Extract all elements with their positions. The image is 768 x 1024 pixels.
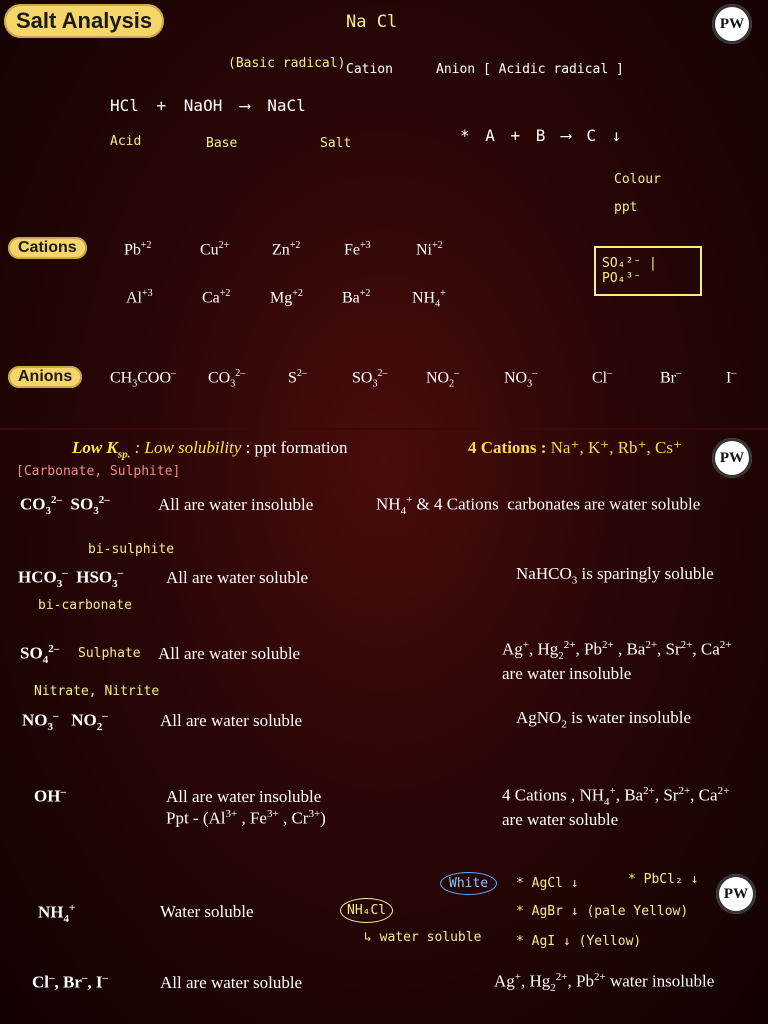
low-ksp-line: Low $K_{sp.}$ : Low solubility : ppt formation xyxy=(72,438,348,461)
anion-sulphide: $S^{2-}$ xyxy=(288,368,307,387)
row-ions-sulphate: $SO_4^{2-}$ xyxy=(20,643,60,667)
four-cations-line: 4 Cations : Na⁺, K⁺, Rb⁺, Cs⁺ xyxy=(468,438,682,457)
hw-white: White xyxy=(440,872,497,895)
cation-zn: $Zn^{+2}$ xyxy=(272,240,301,259)
row-note: 4 Cations , $NH_4^+$, $Ba^{2+}$, $Sr^{2+}$, $Ca^{2+}$ are water soluble xyxy=(502,785,730,830)
cation-ba: $Ba^{+2}$ xyxy=(342,288,371,307)
cation-ca: $Ca^{+2}$ xyxy=(202,288,231,307)
row-note: $NH_4^+$ & 4 Cations carbonates are water soluble xyxy=(376,494,701,518)
anion-nitrate: $NO_3^-$ xyxy=(504,368,538,390)
anion-acetate: $CH_3COO^-$ xyxy=(110,368,177,390)
row-ions-nitrate: $NO_3^-$ $NO_2^-$ xyxy=(22,710,108,734)
cation-fe: $Fe^{+3}$ xyxy=(344,240,371,259)
section-divider xyxy=(0,428,768,430)
hw-water-soluble: ↳ water soluble xyxy=(364,930,482,945)
page-title: Salt Analysis xyxy=(4,4,164,38)
row-ions-hydroxide: OH– xyxy=(34,786,66,806)
row-rule: All are water insoluble xyxy=(166,787,322,806)
cation-ni: $Ni^{+2}$ xyxy=(416,240,443,259)
pw-logo-icon: PW xyxy=(716,874,756,914)
row-rule: All are water soluble xyxy=(160,711,303,730)
hw-pbcl2: * PbCl₂ ↓ xyxy=(628,872,699,887)
row-note: Ag+, $Hg_2^{2+}$, $Pb^{2+}$ water insoluble xyxy=(494,971,715,995)
hw-bicarbonate: bi-carbonate xyxy=(38,598,132,613)
pw-logo-icon: PW xyxy=(712,438,752,478)
hw-equation: HCl + NaOH ⟶ NaCl xyxy=(110,96,306,115)
hw-agbr: * AgBr ↓ (pale Yellow) xyxy=(516,904,689,919)
hw-boxed-anions: SO₄²⁻ | PO₄³⁻ xyxy=(594,246,702,296)
row-ions-carbonate: $CO_3^{2-}$ $SO_3^{2-}$ xyxy=(20,494,110,518)
hw-anion: Anion [ Acidic radical ] xyxy=(436,62,624,77)
hw-acid: Acid xyxy=(110,134,142,149)
cation-cu: $Cu^{2+}$ xyxy=(200,240,230,259)
row-rule: All are water soluble xyxy=(166,568,309,587)
hw-agi: * AgI ↓ (Yellow) xyxy=(516,934,642,949)
anion-iodide: I– xyxy=(726,368,737,387)
anions-label: Anions xyxy=(8,366,82,388)
row-rule: Water soluble xyxy=(160,902,254,921)
hw-bisulphite: bi-sulphite xyxy=(88,542,175,557)
hw-basic-radical: (Basic radical) xyxy=(228,56,346,71)
row-rule2: Ppt - ($Al^{3+}$ , $Fe^{3+}$ , $Cr^{3+}$) xyxy=(166,808,326,828)
cation-pb: $Pb^{+2}$ xyxy=(124,240,152,259)
anion-sulphite: $SO_3^{2-}$ xyxy=(352,368,388,390)
hw-salt: Salt xyxy=(320,136,352,151)
hw-colour: Colour xyxy=(614,172,661,187)
hw-carbonate-sulphite: [Carbonate, Sulphite] xyxy=(16,464,181,479)
cation-nh4: $NH_4^+$ xyxy=(412,288,446,310)
cations-label: Cations xyxy=(8,237,87,259)
hw-sulphate: Sulphate xyxy=(78,646,141,661)
row-ions-ammonium: $NH_4^+$ xyxy=(38,902,76,926)
row-rule: All are water soluble xyxy=(158,644,301,663)
anion-bromide: Br– xyxy=(660,368,681,387)
hw-cation: Cation xyxy=(346,62,393,77)
hw-nitrate-nitrite: Nitrate, Nitrite xyxy=(34,684,160,699)
pw-logo-icon: PW xyxy=(712,4,752,44)
row-ions-bicarbonate: $HCO_3^-$ $HSO_3^-$ xyxy=(18,567,124,591)
hw-nacl-top: Na Cl xyxy=(346,12,398,32)
cation-mg: $Mg^{+2}$ xyxy=(270,288,303,307)
hw-agcl: * AgCl ↓ xyxy=(516,876,579,891)
row-rule: All are water soluble xyxy=(160,973,303,992)
hw-reaction: * A + B ⟶ C ↓ xyxy=(460,126,622,145)
hw-base: Base xyxy=(206,136,238,151)
row-rule: All are water insoluble xyxy=(158,495,314,514)
row-ions-halides: Cl–, Br–, I– xyxy=(32,972,109,992)
anion-carbonate: $CO_3^{2-}$ xyxy=(208,368,246,390)
row-note: NaHCO$_3$ is sparingly soluble xyxy=(516,564,714,587)
anion-nitrite: $NO_2^-$ xyxy=(426,368,460,390)
anion-chloride: Cl– xyxy=(592,368,613,387)
cation-al: $Al^{+3}$ xyxy=(126,288,153,307)
row-note: AgNO$_2$ is water insoluble xyxy=(516,708,692,731)
row-note: Ag+, $Hg_2^{2+}$, $Pb^{2+}$ , $Ba^{2+}$, $Sr^{2+}$, $Ca^{2+}$ are water insoluble xyxy=(502,639,732,684)
hw-nh4cl: NH₄Cl xyxy=(340,898,393,923)
hw-ppt: ppt xyxy=(614,200,638,215)
